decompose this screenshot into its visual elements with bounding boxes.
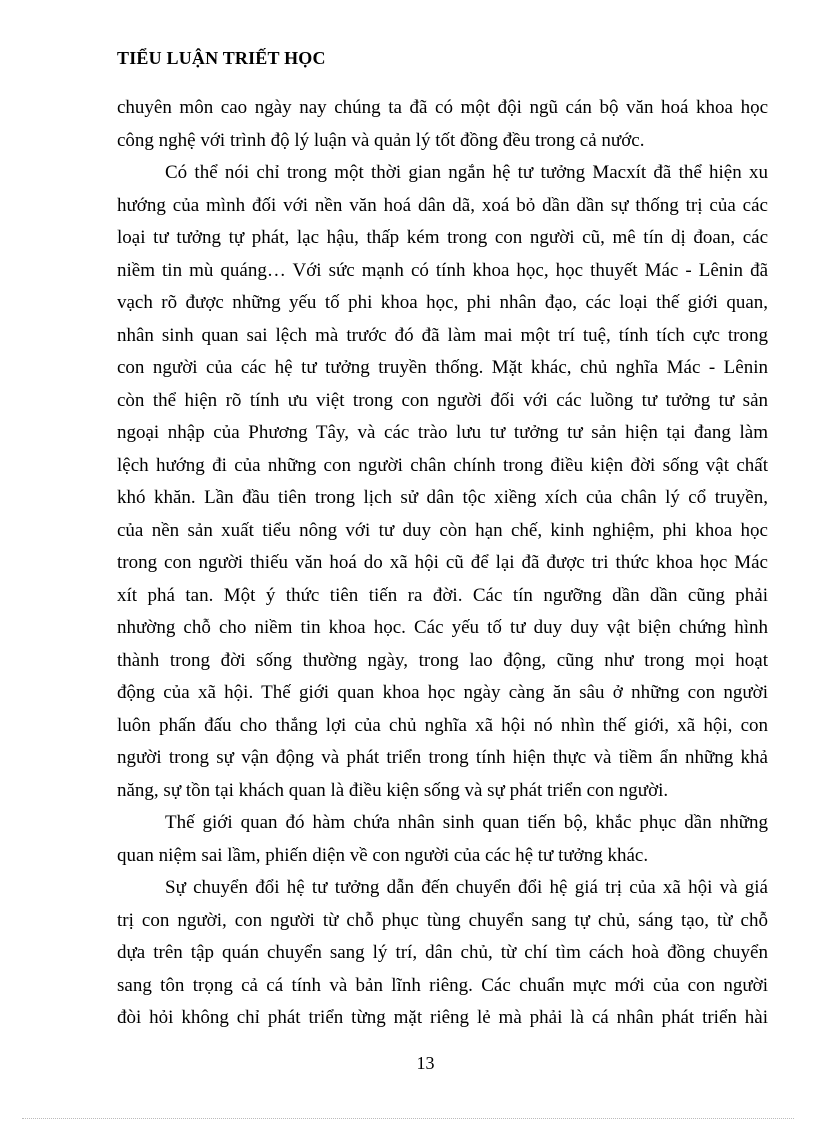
text-line: hướng của mình đối với nền văn hoá dân dã, xoá bỏ dần dần sự thống trị của các <box>117 194 768 216</box>
text-line: niềm tin mù quáng… Với sức mạnh có tính khoa học, học thuyết Mác - Lênin đã <box>117 259 768 281</box>
text-line: nhường chỗ cho niềm tin khoa học. Các yếu tố tư duy duy vật biện chứng hình <box>117 617 768 638</box>
text-line: sang tôn trọng cả cá tính và bản lĩnh riêng. Các chuẩn mực mới của con người <box>117 974 768 996</box>
text-line: chuyên môn cao ngày nay chúng ta đã có một đội ngũ cán bộ văn hoá khoa học <box>117 97 768 118</box>
text-line: Sự chuyển đổi hệ tư tưởng dẫn đến chuyển đổi hệ giá trị của xã hội và giá <box>165 877 768 898</box>
text-line: đòi hỏi không chỉ phát triển từng mặt riêng lẻ mà phải là cá nhân phát triển hài <box>117 1007 768 1028</box>
text-line: quan niệm sai lầm, phiến diện về con người của các hệ tư tưởng khác. <box>117 844 649 866</box>
text-line: xít phá tan. Một ý thức tiên tiến ra đời. Các tín ngưỡng dần dần cũng phải <box>117 584 768 606</box>
document-header-title: TIỂU LUẬN TRIẾT HỌC <box>117 48 326 68</box>
text-line: trị con người, con người từ chỗ phục tùng chuyển sang tự chủ, sáng tạo, từ chỗ <box>117 909 768 931</box>
text-line: luôn phấn đấu cho thắng lợi của chủ nghĩa xã hội nó nhìn thế giới, xã hội, con <box>117 714 768 736</box>
text-line: của nền sản xuất tiểu nông với tư duy còn hạn chế, kinh nghiệm, phi khoa học <box>117 519 768 541</box>
text-line: con người của các hệ tư tưởng truyền thống. Mặt khác, chủ nghĩa Mác - Lênin <box>117 357 768 378</box>
text-line: nhân sinh quan sai lệch mà trước đó đã làm mai một trí tuệ, tính tích cực trong <box>117 324 768 346</box>
paragraph <box>117 807 768 872</box>
text-line: người trong sự vận động và phát triển trong tính hiện thực và tiềm ẩn những khả <box>117 747 768 768</box>
paragraph <box>117 157 768 807</box>
text-line: công nghệ với trình độ lý luận và quản lý tốt đồng đều trong cả nước. <box>117 129 645 151</box>
page-bottom-divider <box>22 1118 794 1119</box>
page-number: 13 <box>416 1053 435 1073</box>
document-body <box>117 92 768 1035</box>
text-line: năng, sự tồn tại khách quan là điều kiện sống và sự phát triển con người. <box>117 779 669 801</box>
text-line: trong con người thiếu văn hoá do xã hội cũ để lại đã được tri thức khoa học Mác <box>117 552 768 573</box>
text-line: thành trong đời sống thường ngày, trong lao động, cũng như trong mọi hoạt <box>117 649 768 671</box>
text-line: dựa trên tập quán chuyển sang lý trí, dân chủ, từ chí tìm cách hoà đồng chuyển <box>117 942 768 963</box>
text-line: còn thể hiện rõ tính ưu việt trong con người đối với các luồng tư tưởng tư sản <box>117 389 768 411</box>
text-line: Thế giới quan đó hàm chứa nhân sinh quan tiến bộ, khắc phục dần những <box>165 812 768 833</box>
paragraph <box>117 92 768 157</box>
text-line: Có thể nói chỉ trong một thời gian ngắn hệ tư tưởng Macxít đã thể hiện xu <box>165 162 768 183</box>
text-line: ngoại nhập của Phương Tây, và các trào lưu tư tưởng tư sản hiện tại đang làm <box>117 422 768 443</box>
text-line: loại tư tưởng tự phát, lạc hậu, thấp kém trong con người cũ, mê tín dị đoan, các <box>117 227 768 248</box>
text-line: khó khăn. Lần đầu tiên trong lịch sử dân tộc xiềng xích của chân lý cổ truyền, <box>117 487 768 508</box>
paragraph <box>117 872 768 1035</box>
text-line: vạch rõ được những yếu tố phi khoa học, phi nhân đạo, các loại thế giới quan, <box>117 292 768 313</box>
text-line: lệch hướng đi của những con người chân chính trong điều kiện đời sống vật chất <box>117 454 768 476</box>
text-line: động của xã hội. Thế giới quan khoa học ngày càng ăn sâu ở những con người <box>117 682 768 703</box>
